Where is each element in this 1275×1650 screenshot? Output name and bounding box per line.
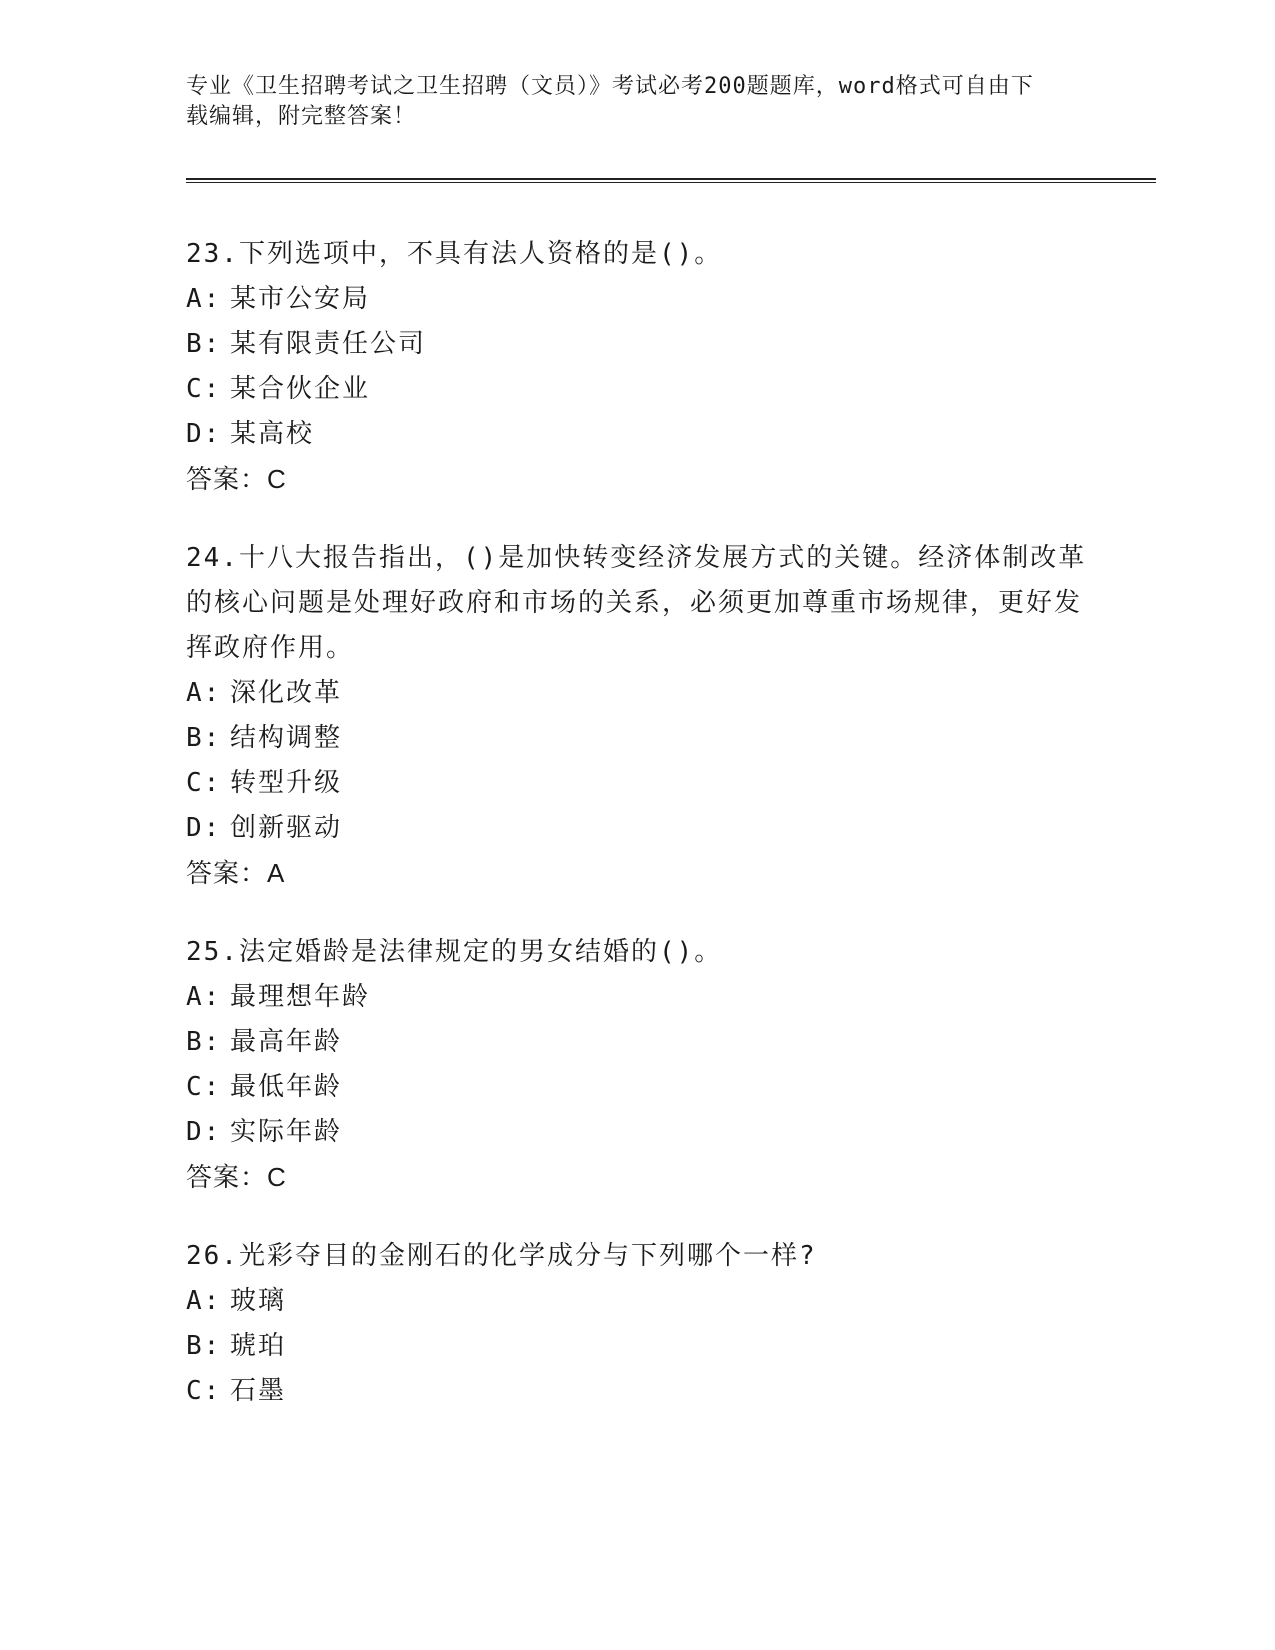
- option-b: [186, 1324, 1156, 1369]
- answer-line: 答案：A: [186, 858, 286, 888]
- option-text: 深化改革: [230, 678, 343, 708]
- option-a: [186, 671, 1156, 716]
- option-letter: C:: [186, 768, 222, 798]
- question-25: [186, 930, 1156, 1200]
- option-text: 最低年龄: [230, 1072, 343, 1102]
- question-stem: 25.法定婚龄是法律规定的男女结婚的()。: [186, 937, 723, 967]
- option-d: [186, 1110, 1156, 1155]
- question-stem: 23.下列选项中，不具有法人资格的是()。: [186, 239, 723, 269]
- option-a: [186, 1279, 1156, 1324]
- option-text: 最理想年龄: [230, 982, 371, 1012]
- option-text: 某合伙企业: [230, 374, 371, 404]
- header-divider: [186, 178, 1156, 183]
- option-letter: C:: [186, 1072, 222, 1102]
- question-26: [186, 1234, 1156, 1414]
- option-text: 创新驱动: [230, 813, 343, 843]
- option-letter: A:: [186, 1286, 222, 1316]
- question-23: [186, 232, 1156, 502]
- option-c: [186, 1065, 1156, 1110]
- option-c: [186, 367, 1156, 412]
- option-b: [186, 1020, 1156, 1065]
- option-text: 某有限责任公司: [230, 329, 427, 359]
- option-text: 某市公安局: [230, 284, 371, 314]
- option-letter: C:: [186, 374, 222, 404]
- option-letter: D:: [186, 1117, 222, 1147]
- option-text: 结构调整: [230, 723, 343, 753]
- option-text: 石墨: [230, 1376, 287, 1406]
- option-letter: A:: [186, 982, 222, 1012]
- option-c: [186, 1369, 1156, 1414]
- question-stem: 26.光彩夺目的金刚石的化学成分与下列哪个一样?: [186, 1241, 817, 1271]
- question-list: [186, 232, 1156, 1448]
- option-d: [186, 806, 1156, 851]
- option-c: [186, 761, 1156, 806]
- option-text: 最高年龄: [230, 1027, 343, 1057]
- option-b: [186, 716, 1156, 761]
- option-text: 转型升级: [230, 768, 343, 798]
- option-letter: B:: [186, 329, 222, 359]
- option-text: 玻璃: [230, 1286, 287, 1316]
- option-letter: B:: [186, 723, 222, 753]
- option-letter: A:: [186, 678, 222, 708]
- option-text: 琥珀: [230, 1331, 287, 1361]
- option-b: [186, 322, 1156, 367]
- option-a: [186, 277, 1156, 322]
- answer-line: 答案：C: [186, 464, 287, 494]
- document-header: 专业《卫生招聘考试之卫生招聘（文员）》考试必考200题题库，word格式可自由下载编辑，附完整答案！: [186, 74, 1034, 129]
- option-letter: B:: [186, 1331, 222, 1361]
- option-a: [186, 975, 1156, 1020]
- answer-line: 答案：C: [186, 1162, 287, 1192]
- option-d: [186, 412, 1156, 457]
- option-letter: A:: [186, 284, 222, 314]
- option-text: 实际年龄: [230, 1117, 343, 1147]
- option-letter: C:: [186, 1376, 222, 1406]
- option-letter: D:: [186, 813, 222, 843]
- question-stem: 24.十八大报告指出，()是加快转变经济发展方式的关键。经济体制改革的核心问题是处理好政府和市场的关系，必须更加尊重市场规律，更好发挥政府作用。: [186, 543, 1087, 663]
- option-text: 某高校: [230, 419, 315, 449]
- option-letter: B:: [186, 1027, 222, 1057]
- option-letter: D:: [186, 419, 222, 449]
- question-24: [186, 536, 1156, 896]
